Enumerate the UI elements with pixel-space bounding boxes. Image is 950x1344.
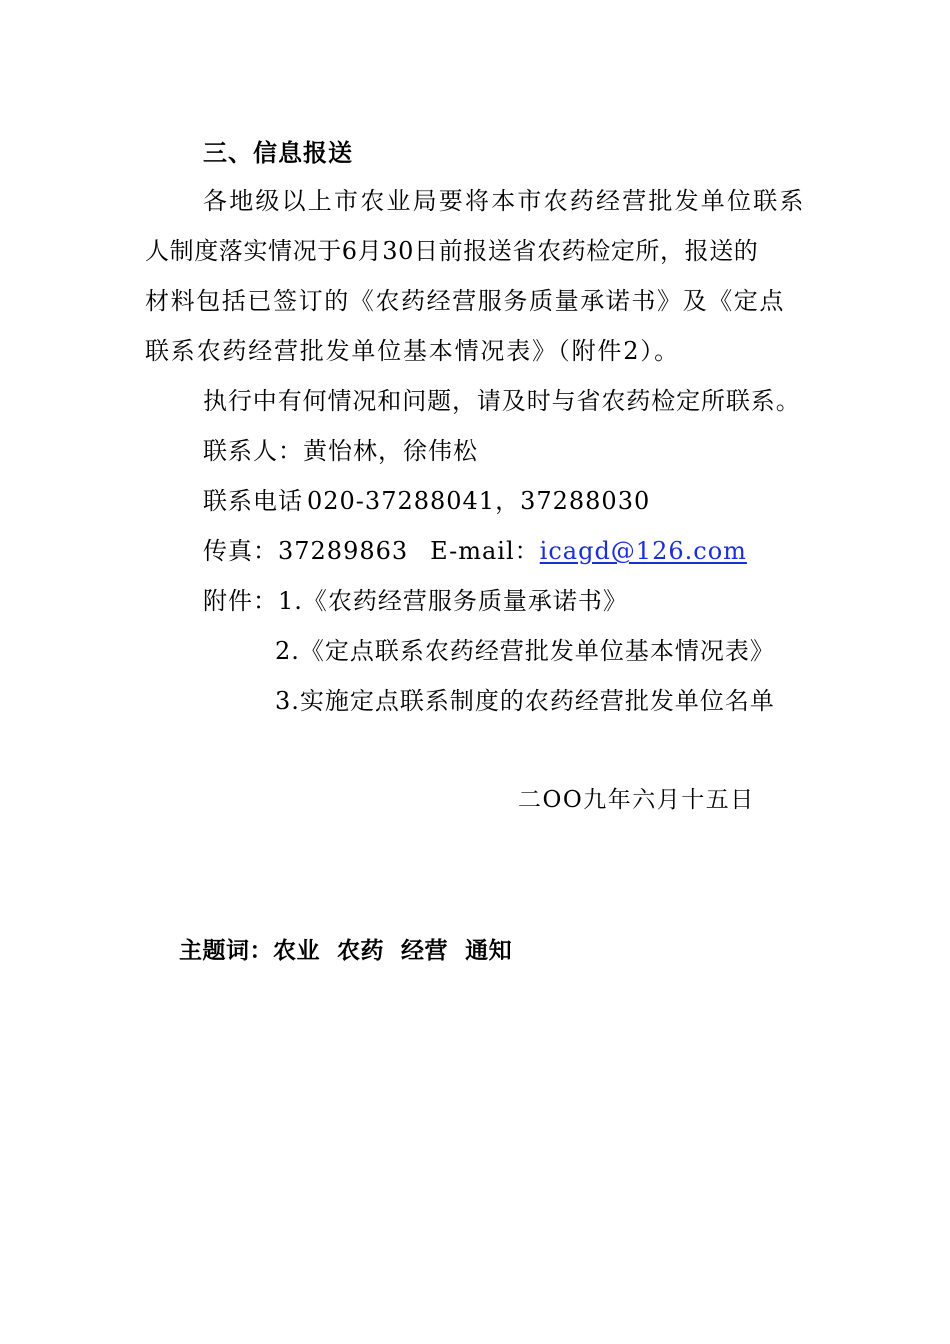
contact-phone-row <box>203 486 650 516</box>
contact-fax-label: 传真： <box>203 537 278 565</box>
contact-email-label: E-mail： <box>430 537 540 565</box>
contact-email-link[interactable]: icagd@126.com <box>539 537 747 565</box>
contact-fax-number: 37289863 <box>278 537 409 565</box>
keywords-terms: 农业 农药 经营 通知 <box>273 938 513 964</box>
paragraph-line-2: 人制度落实情况于6月30日前报送省农药检定所，报送的 <box>145 237 759 265</box>
contact-person-names: 黄怡林，徐伟松 <box>303 437 478 465</box>
attachment-item-3: 3.实施定点联系制度的农药经营批发单位名单 <box>275 687 775 715</box>
contact-note: 执行中有何情况和问题，请及时与省农药检定所联系。 <box>203 387 801 415</box>
contact-phone-label: 联系电话 <box>203 487 303 515</box>
paragraph-line-1: 各地级以上市农业局要将本市农药经营批发单位联系 <box>203 187 806 215</box>
keywords-label: 主题词： <box>179 938 274 964</box>
paragraph-line-3: 材料包括已签订的《农药经营服务质量承诺书》及《定点 <box>145 287 785 315</box>
section-heading: 三、信息报送 <box>203 139 353 167</box>
attachment-row-1 <box>203 586 628 616</box>
attachment-item-1: 1.《农药经营服务质量承诺书》 <box>278 587 628 615</box>
keywords-row <box>145 906 512 996</box>
paragraph-line-4: 联系农药经营批发单位基本情况表》（附件2）。 <box>145 337 680 365</box>
attachment-item-2: 2.《定点联系农药经营批发单位基本情况表》 <box>275 637 775 665</box>
contact-phone-numbers: 020-37288041，37288030 <box>307 487 651 515</box>
attachments-label: 附件： <box>203 587 278 615</box>
contact-person-row <box>203 436 478 466</box>
document-date: 二OO九年六月十五日 <box>518 787 755 813</box>
contact-fax-row <box>203 536 747 566</box>
contact-person-label: 联系人： <box>203 437 303 465</box>
